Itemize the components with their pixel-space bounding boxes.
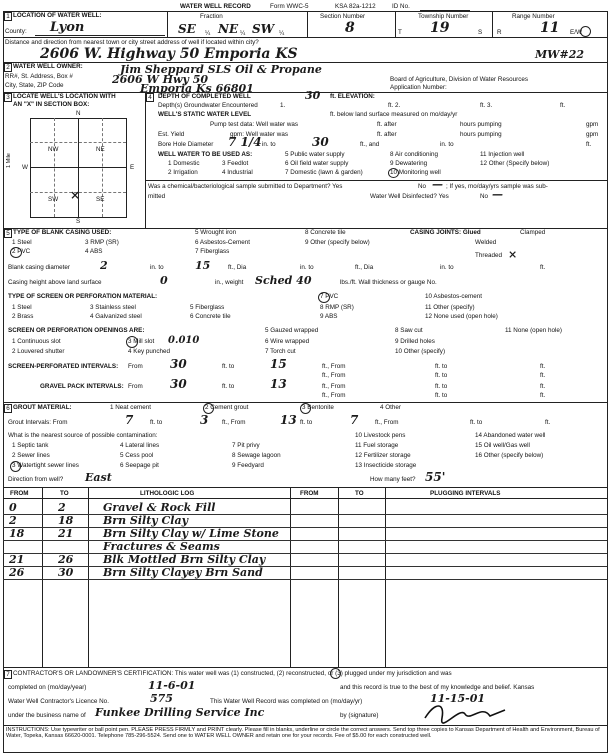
quarter-1[interactable]: SE [178, 22, 196, 36]
license-rest: This Water Well Record was completed on (mo/day/yr) [210, 698, 363, 705]
cont-lateral[interactable]: 4 Lateral lines [120, 442, 160, 449]
use-oil[interactable]: 6 Oil field water supply [285, 160, 349, 167]
table-row [3, 514, 607, 528]
disinfected-no: No [480, 193, 489, 200]
cont-oil[interactable]: 15 Oil well/Gas well [475, 442, 530, 449]
north-label: N [76, 110, 81, 117]
yield-label: Est. Yield [158, 131, 185, 138]
board-label: Board of Agriculture, Division of Water Resources [390, 76, 529, 83]
ksa-number: KSA 82a-1212 [335, 3, 376, 10]
screen-none[interactable]: 12 None used (open hole) [425, 313, 498, 320]
locate-title: LOCATE WELL'S LOCATION WITH [13, 93, 116, 100]
howmany-label: How many feet? [370, 476, 416, 483]
plug-header: PLUGGING INTERVALS [430, 490, 501, 497]
completed-value[interactable]: 11-6-01 [148, 679, 196, 692]
gpi-ft-to-b: ft. to [435, 392, 448, 399]
direction-value[interactable]: East [85, 471, 112, 484]
casing-height-label: Casing height above land surface [8, 279, 102, 286]
casing-fiberglass[interactable]: 7 Fiberglass [195, 248, 230, 255]
section-label: Section Number [320, 13, 366, 20]
gi-to-2[interactable]: 7 [350, 413, 359, 427]
blank-dia-in-2: in. to [300, 264, 314, 271]
mile-label: 1 Mile [6, 153, 12, 168]
id-label: ID No. [392, 3, 410, 10]
spi-ft: ft. [540, 363, 546, 370]
screen-asbestos[interactable]: 10 Asbestos-cement [425, 293, 483, 300]
cont-fertilizer[interactable]: 12 Fertilizer storage [355, 452, 411, 459]
groundwater-label: Depth(s) Groundwater Encountered [158, 102, 258, 109]
litho-header: LITHOLOGIC LOG [140, 490, 195, 497]
screen-abs[interactable]: 9 ABS [320, 313, 338, 320]
spi-to-value[interactable]: 15 [270, 357, 287, 371]
direction-label: Direction from well? [8, 476, 64, 483]
section-5-number: 5 [4, 229, 12, 238]
quarter-mark-2: ¼ [240, 30, 246, 37]
open-mill[interactable]: 3 Mill slot [128, 338, 155, 345]
distance-value[interactable]: 2606 W. Highway 50 Emporia KS [40, 46, 298, 62]
section-value[interactable]: 8 [345, 20, 355, 36]
range-label: Range Number [512, 13, 555, 20]
grout-other[interactable]: 4 Other [380, 404, 401, 411]
log-to[interactable]: 30 [58, 566, 74, 579]
log-to[interactable]: 2 [58, 501, 66, 514]
gi-ft: ft. [545, 419, 551, 426]
casing-wrought[interactable]: 5 Wrought iron [195, 229, 237, 236]
pump-test-label: Pump test data: Well water was [210, 121, 299, 128]
open-drilled[interactable]: 9 Drilled holes [395, 338, 435, 345]
bore-value[interactable]: 7 1/4 [228, 135, 262, 149]
gpi-from: From [128, 383, 143, 390]
gpi-ft-to-2: ft. to [435, 383, 448, 390]
screen-title: TYPE OF SCREEN OR PERFORATION MATERIAL: [8, 293, 158, 300]
static-level-label: WELL'S STATIC WATER LEVEL [158, 111, 252, 118]
use-injection[interactable]: 11 Injection well [480, 151, 525, 158]
blank-dia-in: in. to [150, 264, 164, 271]
quarter-mark-1: ¼ [205, 30, 211, 37]
howmany-value[interactable]: 55' [425, 470, 446, 484]
location-label: LOCATION OF WATER WELL: [13, 12, 102, 19]
log-from[interactable]: 18 [9, 527, 25, 540]
pump-gpm: gpm [586, 121, 599, 128]
section-2-number: 2 [4, 63, 12, 72]
business-value[interactable]: Funkee Drilling Service Inc [95, 706, 265, 719]
blank-dia-ft-3: ft. [540, 264, 546, 271]
log-desc[interactable]: Brn Silty Clayey Brn Sand [103, 566, 263, 579]
casing-pvc[interactable]: 2 PVC [12, 248, 31, 255]
chem-no-mark: — [432, 178, 443, 191]
log-from[interactable]: 0 [9, 501, 17, 514]
yield-after: ft. after [377, 131, 397, 138]
table-row [3, 553, 607, 567]
mill-size[interactable]: 0.010 [168, 335, 200, 346]
completed-rest: and this record is true to the best of my knowledge and belief. Kansas [340, 684, 535, 691]
cert-line-1: CONTRACTOR'S OR LANDOWNER'S CERTIFICATION: This water well was (1) constructed, (2) reconstructed, or (3) plugged under my jurisdiction and was [13, 670, 452, 677]
yield-gpm: gpm [586, 131, 599, 138]
cont-feedyard[interactable]: 9 Feedyard [232, 462, 264, 469]
table-row [3, 540, 607, 554]
cont-lagoon[interactable]: 8 Sewage lagoon [232, 452, 281, 459]
use-public[interactable]: 5 Public water supply [285, 151, 345, 158]
log-desc[interactable]: Gravel & Rock Fill [103, 501, 216, 514]
section-1-number: 1 [4, 12, 12, 21]
cont-pit[interactable]: 7 Pit privy [232, 442, 260, 449]
use-monitoring[interactable]: 10 Monitoring well [390, 169, 441, 176]
joints-welded[interactable]: Welded [475, 239, 497, 246]
open-key[interactable]: 4 Key punched [128, 348, 171, 355]
open-louvered[interactable]: 2 Louvered shutter [12, 348, 65, 355]
openings-title: SCREEN OR PERFORATION OPENINGS ARE: [8, 327, 145, 334]
gi-to[interactable]: 3 [200, 413, 209, 427]
cont-septic[interactable]: 1 Septic tank [12, 442, 49, 449]
quarter-mark-3: ¼ [279, 30, 285, 37]
bentonite-circle [300, 403, 311, 414]
gi-ft-from: ft., From [222, 419, 246, 426]
gpi-ft-from: ft., From [322, 383, 346, 390]
plug-to-header: TO [355, 490, 364, 497]
joints-threaded[interactable]: Threaded [475, 252, 502, 259]
threaded-x: × [508, 248, 518, 261]
bore-in: in. to [262, 141, 276, 148]
open-other[interactable]: 10 Other (specify) [395, 348, 446, 355]
sw-label: SW [48, 196, 59, 203]
casing-concrete[interactable]: 8 Concrete tile [305, 229, 346, 236]
screen-pvc[interactable]: 7 PVC [320, 293, 339, 300]
business-label: under the business name of [8, 712, 86, 719]
section-7-number: 7 [4, 670, 12, 679]
spi-ft-to: ft. to [222, 363, 235, 370]
use-irrigation[interactable]: 2 Irrigation [168, 169, 198, 176]
section-box-vline [78, 118, 79, 217]
gw-ft: ft. [560, 102, 566, 109]
use-air[interactable]: 8 Air conditioning [390, 151, 438, 158]
bore-label: Bore Hole Diameter [158, 141, 214, 148]
gpi-ft-from-b: ft., From [322, 392, 346, 399]
section-6-number: 6 [4, 404, 12, 413]
owner-value[interactable]: Jim Sheppard SLS Oil & Propane [120, 63, 322, 76]
address-label: RR#, St. Address, Box # [5, 73, 73, 80]
cont-seepage[interactable]: 6 Seepage pit [120, 462, 159, 469]
quarter-3[interactable]: SW [252, 22, 275, 36]
casing-steel[interactable]: 1 Steel [12, 239, 32, 246]
open-continuous[interactable]: 1 Continuous slot [12, 338, 61, 345]
open-none[interactable]: 11 None (open hole) [505, 327, 562, 334]
chem-label: Was a chemical/bacteriological sample submitted to Department? Yes [148, 183, 343, 190]
gw-3: ft. 3. [480, 102, 493, 109]
screen-stainless[interactable]: 3 Stainless steel [90, 304, 136, 311]
spi-ft-b: ft. [540, 372, 546, 379]
pump-after: ft. after [377, 121, 397, 128]
gpi-ft-to: ft. to [222, 383, 235, 390]
gravel-label: GRAVEL PACK INTERVALS: [40, 383, 124, 390]
elevation-label: ft. ELEVATION: [330, 93, 375, 100]
cont-other[interactable]: 16 Other (specify below) [475, 452, 544, 459]
fraction-label: Fraction [200, 13, 223, 20]
use-other[interactable]: 12 Other (Specify below) [480, 160, 550, 167]
screen-intervals-label: SCREEN-PERFORATED INTERVALS: [8, 363, 119, 370]
log-from[interactable]: 26 [9, 566, 25, 579]
chem-no: No [418, 183, 427, 190]
log-desc[interactable]: Blk Mottled Brn Silty Clay [103, 553, 266, 566]
log-to[interactable]: 18 [58, 514, 74, 527]
cont-fuel[interactable]: 11 Fuel storage [355, 442, 399, 449]
blank-dia-ft: ft., Dia [228, 264, 247, 271]
blank-dia-ft-2: ft., Dia [355, 264, 374, 271]
bore-ft: ft., and [360, 141, 380, 148]
chem-mitted: mitted [148, 193, 166, 200]
casing-other[interactable]: 9 Other (specify below) [305, 239, 370, 246]
watertight-circle [10, 461, 21, 472]
quarter-2[interactable]: NE [218, 22, 239, 36]
south-label: S [76, 218, 81, 225]
cont-insecticide[interactable]: 13 Insecticide storage [355, 462, 417, 469]
open-torch[interactable]: 7 Torch cut [265, 348, 296, 355]
distance-label: Distance and direction from nearest town or city street address of well if located within city? [5, 39, 259, 46]
screen-brass[interactable]: 2 Brass [12, 313, 34, 320]
monitoring-circle [388, 168, 399, 178]
joints-clamped[interactable]: Clamped [520, 229, 546, 236]
range-value[interactable]: 11 [540, 20, 560, 36]
gi-from-2[interactable]: 13 [280, 413, 297, 427]
use-dewater[interactable]: 9 Dewatering [390, 160, 428, 167]
gi-from[interactable]: 7 [125, 413, 134, 427]
location-x-mark: × [70, 188, 81, 202]
blank-dia-label: Blank casing diameter [8, 264, 70, 271]
use-lawn[interactable]: 7 Domestic (lawn & garden) [285, 169, 363, 176]
gi-ft-from-2: ft., From [375, 419, 399, 426]
log-desc[interactable]: Brn Silty Clay w/ Lime Stone [103, 527, 279, 540]
casing-asbestos[interactable]: 6 Asbestos-Cement [195, 239, 250, 246]
log-to[interactable]: 21 [58, 527, 74, 540]
grout-neat[interactable]: 1 Neat cement [110, 404, 151, 411]
screen-galvanized[interactable]: 4 Galvanized steel [90, 313, 142, 320]
log-from[interactable]: 21 [9, 553, 25, 566]
screen-rmp[interactable]: 8 RMP (SR) [320, 304, 354, 311]
grout-intervals-label: Grout Intervals: From [8, 419, 68, 426]
static-level-rest: ft. below land surface measured on mo/day/yr [330, 111, 458, 118]
contam-label: What is the nearest source of possible contamination: [8, 432, 158, 439]
blank-dia-to[interactable]: 15 [195, 259, 211, 272]
grout-label: GROUT MATERIAL: [13, 404, 72, 411]
section-4-number: 4 [146, 93, 154, 102]
casing-height-value[interactable]: 0 [160, 274, 168, 287]
screen-other[interactable]: 11 Other (specify) [425, 304, 475, 311]
mill-circle [126, 336, 138, 348]
ne-label: NE [96, 146, 105, 153]
screen-steel[interactable]: 1 Steel [12, 304, 32, 311]
chem-rest: ; If yes, mo/day/yrs sample was sub- [446, 183, 548, 190]
east-label: E [130, 164, 135, 171]
signature-image [420, 700, 510, 724]
signature-label: by (signature) [340, 712, 379, 719]
use-label: WELL WATER TO BE USED AS: [158, 151, 253, 158]
blank-dia-value[interactable]: 2 [100, 259, 108, 272]
completed-label: completed on (mo/day/year) [8, 684, 87, 691]
use-domestic[interactable]: 1 Domestic [168, 160, 200, 167]
table-row [3, 501, 607, 515]
spi-ft-from-b: ft., From [322, 372, 346, 379]
disinfected-label: Water Well Disinfected? Yes [370, 193, 449, 200]
west-label: W [22, 164, 28, 171]
casing-height-in: in., weight [215, 279, 244, 286]
blank-dia-in-3: in. to [440, 264, 454, 271]
locate-title-2: AN "X" IN SECTION BOX: [13, 101, 90, 108]
depth-label: DEPTH OF COMPLETED WELL [158, 93, 251, 100]
city-label: City, State, ZIP Code [5, 82, 64, 89]
gpi-ft-b: ft. [540, 392, 546, 399]
casing-rmp[interactable]: 3 RMP (SR) [85, 239, 119, 246]
depth-value[interactable]: 30 [305, 89, 321, 102]
open-saw[interactable]: 8 Saw cut [395, 327, 423, 334]
pump-hours: hours pumping [460, 121, 502, 128]
casing-title: TYPE OF BLANK CASING USED: [13, 229, 112, 236]
gi-ft-to-3: ft. to [470, 419, 483, 426]
township-t: T [398, 29, 402, 36]
open-wire[interactable]: 6 Wire wrapped [265, 338, 310, 345]
range-east-circle [580, 26, 591, 37]
section-3-number: 3 [4, 93, 12, 102]
cont-livestock[interactable]: 10 Livestock pens [355, 432, 406, 439]
spi-ft-to-2: ft. to [435, 363, 448, 370]
open-gauzed[interactable]: 5 Gauzed wrapped [265, 327, 319, 334]
log-from[interactable]: 2 [9, 514, 17, 527]
county-label: County: [5, 28, 27, 35]
table-row [3, 566, 607, 580]
form-title: WATER WELL RECORD [180, 3, 251, 10]
log-to[interactable]: 26 [58, 553, 74, 566]
address-value[interactable]: 2606 W Hwy 50 [112, 73, 209, 86]
spi-ft-from: ft., From [322, 363, 346, 370]
grout-cement[interactable]: 2 Cement grout [205, 404, 249, 411]
gi-ft-to: ft. to [150, 419, 163, 426]
cont-abandoned[interactable]: 14 Abandoned water well [475, 432, 546, 439]
license-label: Water Well Contractor's Licence No. [8, 698, 109, 705]
log-from-header: FROM [10, 490, 29, 497]
county-value[interactable]: Lyon [50, 20, 85, 35]
township-s: S [478, 29, 483, 36]
cont-watertight[interactable]: 3 Watertight sewer lines [12, 462, 79, 469]
casing-wall: lbs./ft. Wall thickness or gauge No. [340, 279, 437, 286]
joints-glued[interactable]: CASING JOINTS: Glued [410, 229, 481, 236]
owner-label: WATER WELL OWNER: [13, 63, 83, 70]
record-date[interactable]: 11-15-01 [430, 692, 486, 705]
gi-ft-to-2: ft. to [300, 419, 313, 426]
cont-cess[interactable]: 5 Cess pool [120, 452, 154, 459]
spi-ft-to-b: ft. to [435, 372, 448, 379]
range-r: R [497, 29, 502, 36]
bore-in-2: in. to [440, 141, 454, 148]
plug-from-header: FROM [300, 490, 319, 497]
nw-label: NW [48, 146, 59, 153]
spi-from-value[interactable]: 30 [170, 357, 187, 371]
log-to-header: TO [60, 490, 69, 497]
yield-hours: hours pumping [460, 131, 502, 138]
monitor-well-number: MW#22 [535, 48, 585, 61]
city-value[interactable]: Emporia Ks 66801 [140, 82, 254, 95]
grout-bentonite[interactable]: 3 Bentonite [302, 404, 334, 411]
table-row [3, 527, 607, 541]
log-desc[interactable]: Fractures & Seams [103, 540, 220, 553]
dis-no-mark: — [492, 188, 503, 201]
range-ew: E/W [570, 29, 582, 36]
instructions: INSTRUCTIONS: Use typewriter or ball point pen. PLEASE PRESS FIRMLY and PRINT clearly. Please fill in blanks, underline or circle the correct answers. Send top three copies to Kansas Department of Health and Environment, Bureau of Water, Topeka, Kansas 66620-0001. Telephone 785-296-5524. Send one to WATER WELL OWNER and retain one for your records. Fee of $5.00 for each constructed well. [6, 727, 600, 739]
application-label: Application Number: [390, 84, 447, 91]
gpi-from-value[interactable]: 30 [170, 377, 187, 391]
casing-abs[interactable]: 4 ABS [85, 248, 103, 255]
bore-to-value[interactable]: 30 [312, 135, 329, 149]
use-industrial[interactable]: 4 Industrial [222, 169, 253, 176]
constructed-circle [330, 668, 341, 679]
screen-concrete[interactable]: 6 Concrete tile [190, 313, 231, 320]
casing-weight[interactable]: Sched 40 [255, 274, 312, 287]
screen-fiberglass[interactable]: 5 Fiberglass [190, 304, 225, 311]
township-value[interactable]: 19 [430, 20, 450, 36]
spi-from: From [128, 363, 143, 370]
gpi-to-value[interactable]: 13 [270, 377, 287, 391]
cont-sewer[interactable]: 2 Sewer lines [12, 452, 50, 459]
bore-ft-2: ft. [586, 141, 592, 148]
screen-pvc-circle [318, 292, 330, 303]
gw-2: ft. 2. [388, 102, 401, 109]
gw-1: 1. [280, 102, 286, 109]
gpi-ft: ft. [540, 383, 546, 390]
log-desc[interactable]: Brn Silty Clay [103, 514, 188, 527]
township-label: Township Number [418, 13, 469, 20]
form-number: Form WWC-5 [270, 3, 309, 10]
yield-rest: gpm: Well water was [230, 131, 288, 138]
se-label: SE [96, 196, 105, 203]
use-feedlot[interactable]: 3 Feedlot [222, 160, 249, 167]
license-value[interactable]: 575 [150, 692, 173, 705]
pvc-circle [10, 247, 22, 258]
